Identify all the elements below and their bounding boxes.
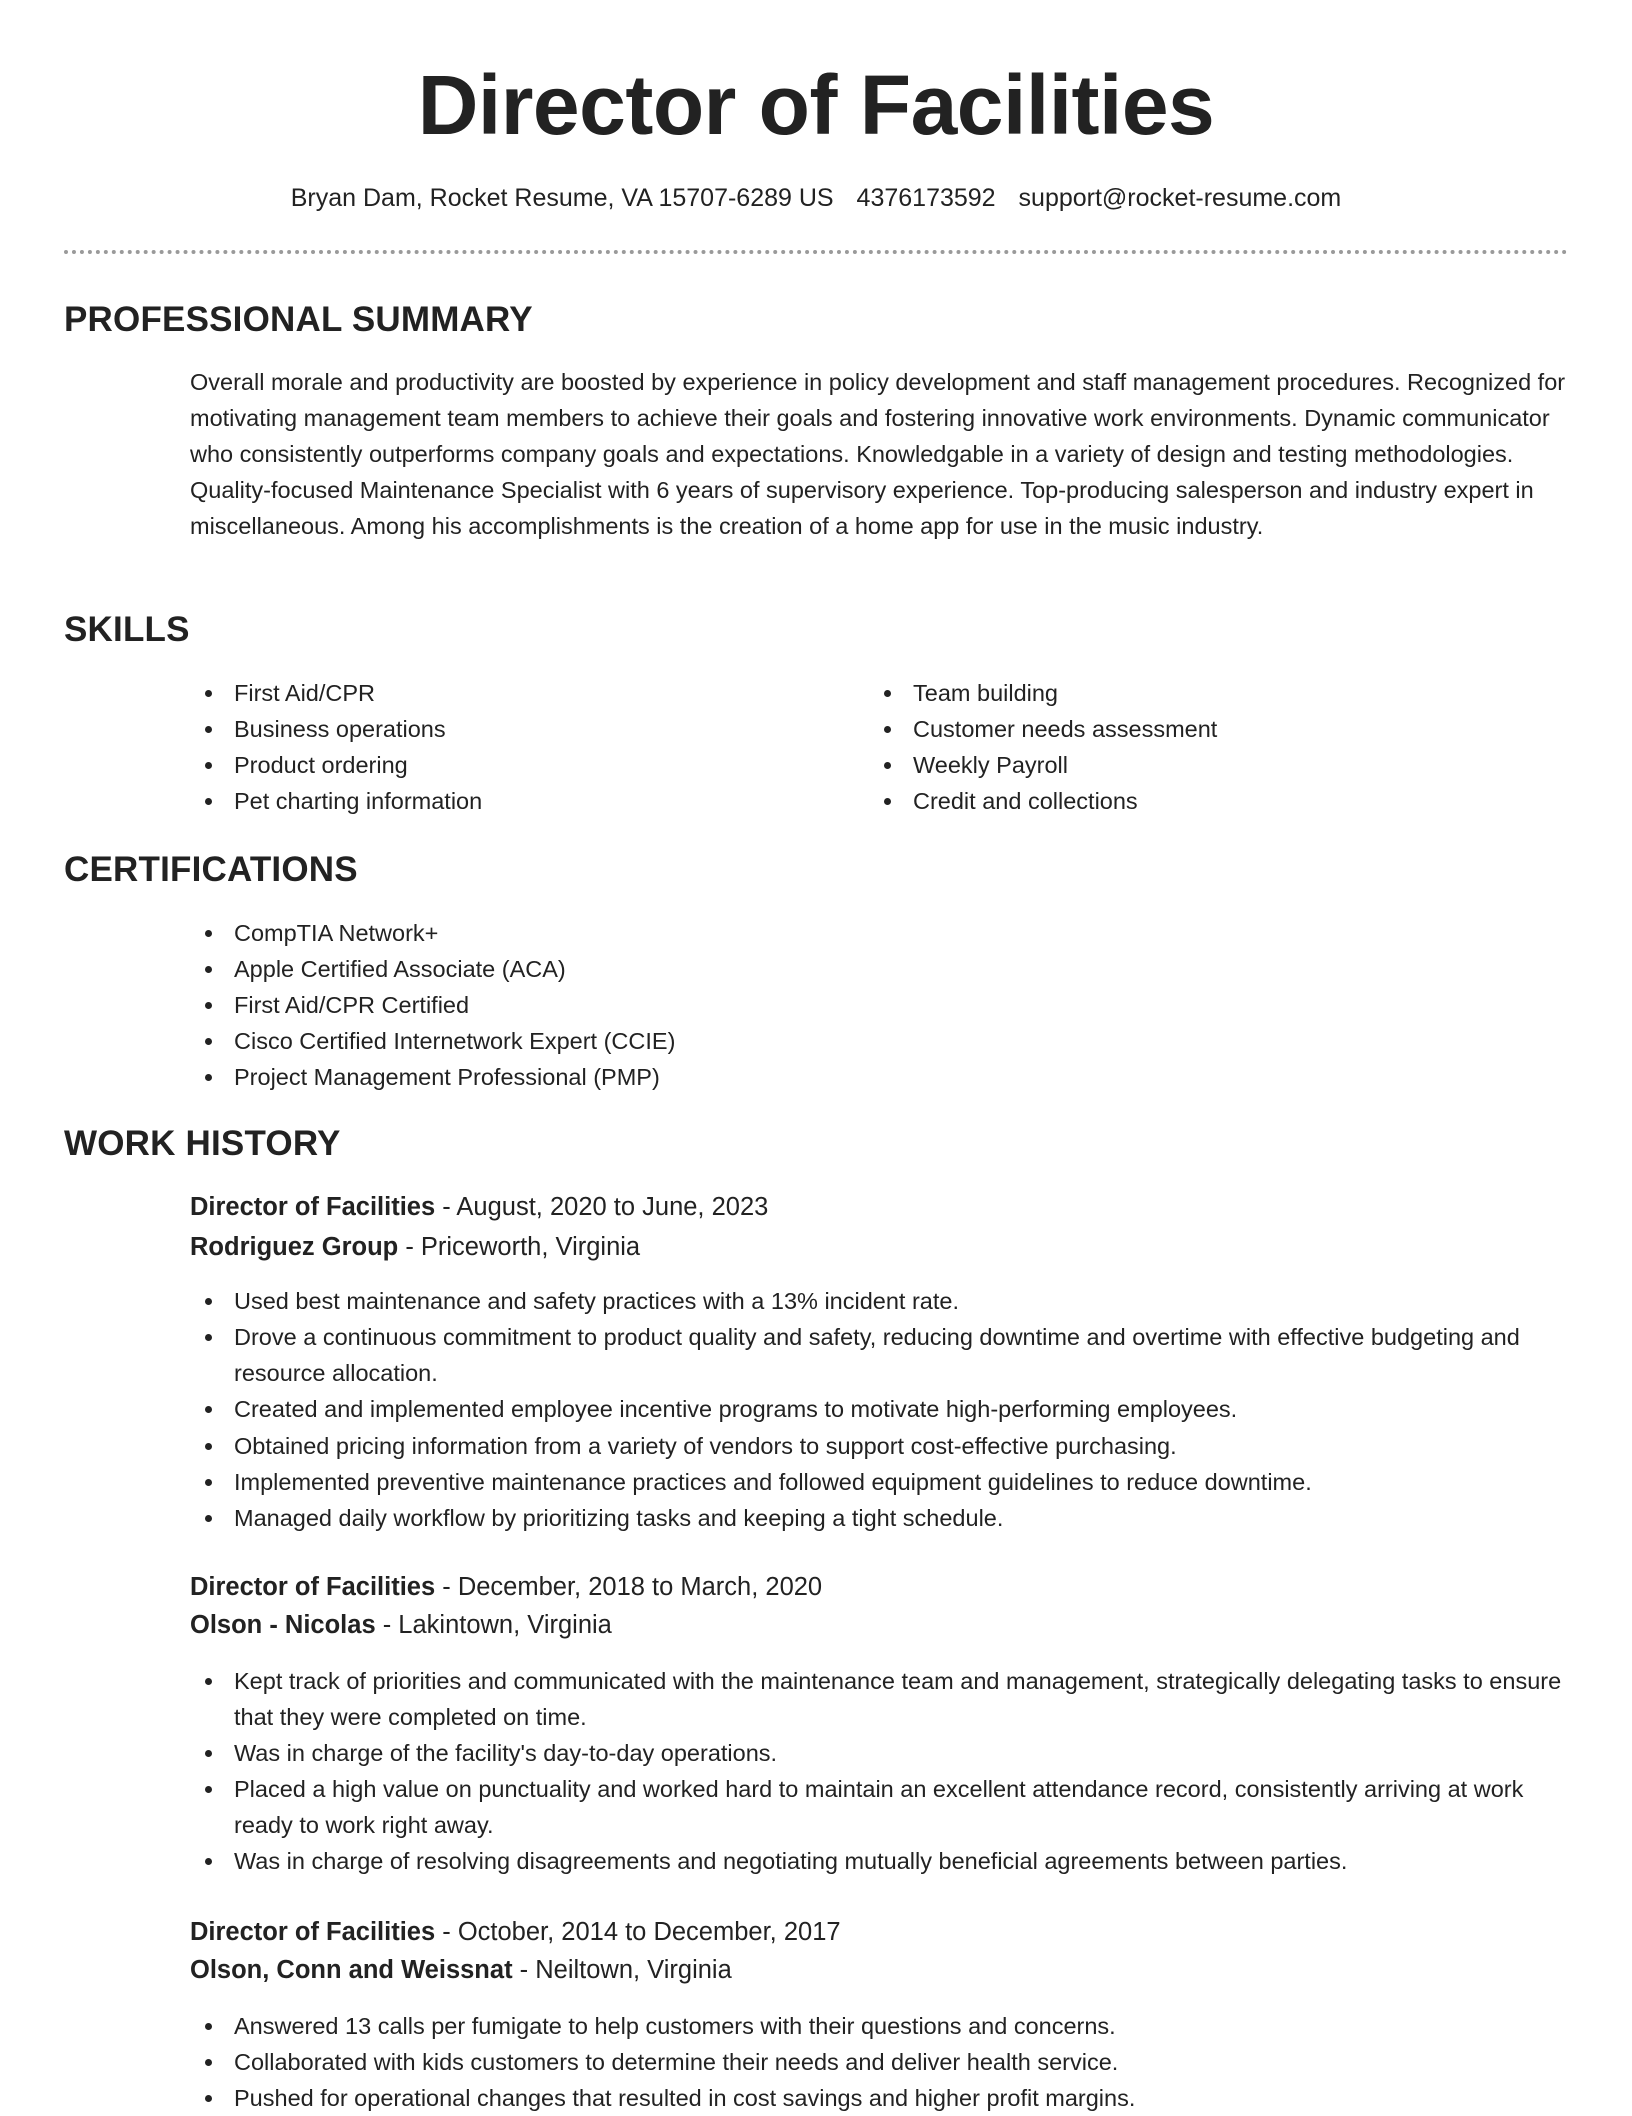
job-bullets-block: [190, 1283, 1570, 1536]
skill-item: Product ordering: [190, 747, 830, 783]
job-bullet: Was in charge of resolving disagreements and negotiating mutually beneficial agreements between parties.: [190, 1843, 1570, 1879]
job-bullets: [190, 2008, 1570, 2116]
job-dates: - October, 2014 to December, 2017: [435, 1918, 841, 1946]
resume-title: Director of Facilities: [417, 58, 1215, 152]
job-bullet: Pushed for operational changes that resulted in cost savings and higher profit margins.: [190, 2080, 1570, 2116]
job-dates: - December, 2018 to March, 2020: [435, 1573, 823, 1601]
job-bullet: Created and implemented employee incentive programs to motivate high-performing employees.: [190, 1391, 1570, 1427]
certifications-heading: CERTIFICATIONS: [64, 850, 358, 889]
job-bullet: Used best maintenance and safety practices with a 13% incident rate.: [190, 1283, 1570, 1319]
summary-heading: PROFESSIONAL SUMMARY: [64, 300, 533, 339]
skill-item: Credit and collections: [869, 783, 1509, 819]
job-bullets-block: [190, 2008, 1570, 2116]
job-company: Olson - Nicolas: [190, 1611, 376, 1639]
contact-address: Bryan Dam, Rocket Resume, VA 15707-6289 US: [290, 184, 834, 212]
contact-line: [64, 180, 1568, 216]
job-bullet: Answered 13 calls per fumigate to help customers with their questions and concerns.: [190, 2008, 1570, 2044]
job-bullet: Implemented preventive maintenance practices and followed equipment guidelines to reduce downtime.: [190, 1464, 1570, 1500]
job-bullets-block: [190, 1663, 1570, 1879]
job-dates: - August, 2020 to June, 2023: [435, 1193, 769, 1221]
job-company-line: [190, 1951, 732, 1989]
job-location: - Priceworth, Virginia: [398, 1233, 641, 1261]
job-title-line: [190, 1913, 841, 1951]
skill-item: Customer needs assessment: [869, 711, 1509, 747]
job-location: - Lakintown, Virginia: [375, 1611, 612, 1639]
skill-item: Pet charting information: [190, 783, 830, 819]
certifications-block: [190, 915, 1190, 1095]
certification-item: First Aid/CPR Certified: [190, 987, 1190, 1023]
certification-item: Project Management Professional (PMP): [190, 1059, 1190, 1095]
skill-item: Business operations: [190, 711, 830, 747]
job-company-line: [190, 1606, 612, 1644]
skill-item: Weekly Payroll: [869, 747, 1509, 783]
job-bullet: Kept track of priorities and communicated with the maintenance team and management, strategically delegating tasks to ensure that they were completed on time.: [190, 1663, 1570, 1735]
certification-item: CompTIA Network+: [190, 915, 1190, 951]
job-title: Director of Facilities: [190, 1573, 436, 1601]
job-bullet: Placed a high value on punctuality and worked hard to maintain an excellent attendance record, consistently arriving at work ready to work right away.: [190, 1771, 1570, 1843]
skills-list-left: [190, 675, 830, 819]
certification-item: Apple Certified Associate (ACA): [190, 951, 1190, 987]
skill-item: First Aid/CPR: [190, 675, 830, 711]
job-bullet: Drove a continuous commitment to product quality and safety, reducing downtime and overtime with effective budgeting and resource allocation.: [190, 1319, 1570, 1391]
job-location: - Neiltown, Virginia: [512, 1956, 732, 1984]
job-title: Director of Facilities: [190, 1193, 436, 1221]
job-company-line: [190, 1228, 640, 1266]
skills-heading: SKILLS: [64, 610, 190, 649]
skills-column-right: [869, 675, 1509, 819]
skill-item: Team building: [869, 675, 1509, 711]
job-company: Olson, Conn and Weissnat: [190, 1956, 513, 1984]
work-history-heading: WORK HISTORY: [64, 1124, 341, 1163]
skills-column-left: [190, 675, 830, 819]
job-bullet: Collaborated with kids customers to determine their needs and deliver health service.: [190, 2044, 1570, 2080]
job-title: Director of Facilities: [190, 1918, 436, 1946]
job-bullets: [190, 1663, 1570, 1879]
job-bullet: Obtained pricing information from a variety of vendors to support cost-effective purchasing.: [190, 1428, 1570, 1464]
job-title-line: [190, 1188, 768, 1226]
job-company: Rodriguez Group: [190, 1233, 399, 1261]
certification-item: Cisco Certified Internetwork Expert (CCIE): [190, 1023, 1190, 1059]
job-bullet: Managed daily workflow by prioritizing tasks and keeping a tight schedule.: [190, 1500, 1570, 1536]
certifications-list: [190, 915, 1190, 1095]
header-divider: [64, 250, 1568, 254]
job-bullets: [190, 1283, 1570, 1536]
skills-list-right: [869, 675, 1509, 819]
job-title-line: [190, 1568, 822, 1606]
contact-email: support@rocket-resume.com: [1018, 184, 1342, 212]
job-bullet: Was in charge of the facility's day-to-day operations.: [190, 1735, 1570, 1771]
summary-text: Overall morale and productivity are boosted by experience in policy development and staff management procedures. Recognized for motivating management team members to achieve their goals and fostering innovative work environments. Dynamic communicator who consistently outperforms company goals and expectations. Knowledgable in a variety of design and testing methodologies. Quality-focused Maintenance Specialist with 6 years of supervisory experience. Top-producing salesperson and industry expert in miscellaneous. Among his accomplishments is the creation of a home app for use in the music industry.: [190, 369, 1566, 539]
contact-phone: 4376173592: [856, 184, 996, 212]
